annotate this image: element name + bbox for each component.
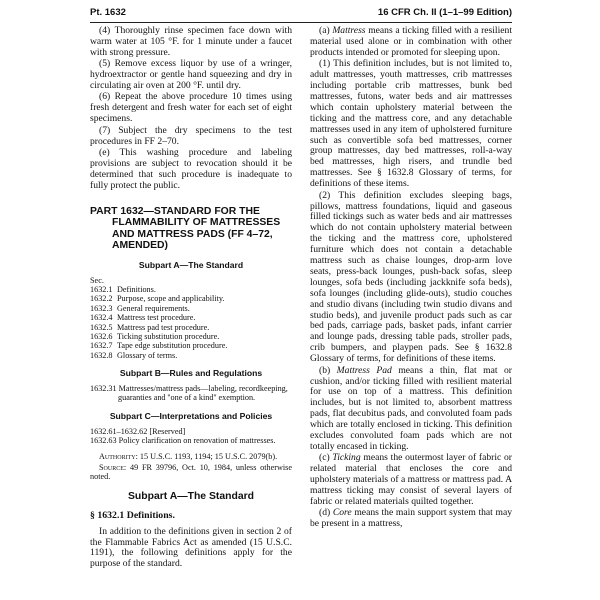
source-note — [90, 463, 292, 482]
part-number: Pt. 1632 — [90, 7, 126, 18]
definition-mattress-pad — [310, 366, 512, 453]
source-label: Source: — [99, 463, 127, 472]
toc-row — [90, 323, 292, 332]
definition-text: means a ticking filled with a resilient material used alone or in combination with other products intended or promoted for sleeping upon. — [310, 25, 512, 58]
toc-entry: 1632.63 Policy clarification on renovation of mattresses. — [90, 436, 276, 446]
subpart-a-heading-main: Subpart A—The Standard — [127, 490, 255, 502]
subpart-c-heading: Subpart C—Interpretations and Policies — [109, 410, 273, 421]
running-head — [90, 6, 512, 23]
toc-number: 1632.8 — [90, 350, 113, 360]
defined-term: Core — [332, 507, 352, 519]
toc-number: 1632.6 — [90, 331, 113, 341]
toc-entry: 1632.31 Mattresses/mattress pads—labeling, recordkeeping, guaranties and ''one of a kind'' exemption. — [90, 384, 288, 403]
toc-title: Purpose, scope and applicability. — [117, 294, 225, 304]
item-prefix: (b) — [319, 364, 331, 376]
toc-title: General requirements. — [117, 303, 190, 313]
paragraph-remove-liquor: (5) Remove excess liquor by use of a wringer, hydroextractor or gentle hand squeezing and dry in circulating air oven at 200 °F. until dry. — [90, 58, 292, 92]
item-prefix: (c) — [319, 452, 330, 464]
toc-title: Mattress pad test procedure. — [117, 322, 210, 332]
paragraph-includes: (1) This definition includes, but is not limited to, adult mattresses, youth mattresses, crib mattresses including portable crib mattresses, bunk bed mattresses, futons, water beds and air mattresses which contain upholstery material between the ticking and the mattress core, and any detachable mattresses used in any item of upholstered furniture such as convertible sofa bed mattresses, corner group mattresses, day bed mattresses, roll-a-way bed mattresses, high risers, and trundle bed mattresses. See § 1632.8 Glossary of terms, for definitions of these items. — [310, 58, 512, 190]
section-heading: § 1632.1 Definitions. — [90, 509, 175, 521]
definition-core — [310, 508, 512, 530]
right-column — [310, 26, 512, 531]
paragraph-subject: (7) Subject the dry specimens to the test procedures in FF 2–70. — [90, 124, 292, 147]
toc-row — [90, 332, 292, 341]
definition-text: means the main support system that may be present in a mattress, — [310, 507, 512, 530]
authority-note — [90, 452, 292, 461]
defined-term: Ticking — [332, 452, 361, 464]
definition-ticking — [310, 453, 512, 508]
toc-row — [90, 294, 292, 303]
definition-text: means the outermost layer of fabric or related material that encloses the core and upholstery materials of a mattress or mattress pad. A mattress ticking may consist of several layers of fabric or related materials quilted together. — [310, 452, 512, 507]
toc-entry: 1632.61–1632.62 [Reserved] — [90, 426, 186, 436]
toc-title: Definitions. — [117, 284, 156, 294]
subpart-b-toc — [90, 384, 292, 403]
item-prefix: (a) — [319, 25, 330, 36]
cfr-edition: 16 CFR Ch. II (1–1–99 Edition) — [377, 7, 512, 18]
toc-row — [90, 313, 292, 322]
toc-number: 1632.7 — [90, 341, 113, 351]
defined-term: Mattress — [332, 25, 366, 36]
toc-number: 1632.1 — [90, 284, 113, 294]
definition-text: means a thin, flat mat or cushion, and/or ticking filled with resilient material for use on top of a mattress. This definition includes, but is not limited to, absorbent mattress pads, flat decubitus pads, and convoluted foam pads which are totally enclosed in ticking. This definition excludes convoluted foam pads which are not totally encased in ticking. — [310, 364, 512, 452]
toc-title: Mattress test procedure. — [117, 313, 196, 323]
toc-title: Glossary of terms. — [117, 350, 178, 360]
subpart-b-heading: Subpart B—Rules and Regulations — [119, 368, 263, 379]
subpart-a-heading: Subpart A—The Standard — [138, 259, 244, 270]
defined-term: Mattress Pad — [336, 364, 392, 376]
subpart-c-toc — [90, 427, 292, 446]
sec-label: Sec. — [90, 275, 104, 285]
section-intro: In addition to the definitions given in section 2 of the Flammable Fabrics Act as amended (15 U.S.C. 1191), the following definitions apply for the purpose of the standard. — [90, 525, 292, 570]
authority-source — [90, 452, 292, 482]
part-title: PART 1632—STANDARD FOR THE FLAMMABILITY OF MATTRESSES AND MATTRESS PADS (FF 4–72, AMENDED) — [90, 205, 281, 252]
toc-number: 1632.5 — [90, 322, 113, 332]
toc-number: 1632.2 — [90, 294, 113, 304]
toc-row — [90, 351, 292, 360]
toc-number: 1632.4 — [90, 313, 113, 323]
toc-row — [90, 285, 292, 294]
left-column — [90, 26, 292, 571]
item-prefix: (d) — [319, 507, 331, 519]
toc-title: Ticking substitution procedure. — [117, 331, 220, 341]
paragraph-rinse: (4) Thoroughly rinse specimen face down with warm water at 105 °F. for 1 minute under a faucet with strong pressure. — [90, 25, 292, 58]
toc-number: 1632.3 — [90, 303, 113, 313]
authority-text: 15 U.S.C. 1193, 1194; 15 U.S.C. 2079(b). — [139, 451, 278, 461]
paragraph-excludes: (2) This definition excludes sleeping bags, pillows, mattress foundations, liquid and gaseous filled tickings such as water beds and air mattresses which do not contain upholstery material between the ticking and the mattress core, upholstered furniture which does not contain a detachable mattress such as chaise lounges, drop-arm love seats, press-back lounges, push-back sofas, sleep lounges, sofa beds (including jackknife sofa beds), sofa lounges (including glide-outs), studio couches and studio divans (including twin studio divans and studio beds), and juvenile product pads such as car bed pads, carriage pads, basket pads, infant carrier and lounge pads, dressing table pads, stroller pads, crib bumpers, and playpen pads. See § 1632.8 Glossary of terms, for definitions of these items. — [310, 189, 512, 365]
paragraph-repeat: (6) Repeat the above procedure 10 times using fresh detergent and fresh water for each set of eight specimens. — [90, 91, 292, 125]
authority-label: Authority: — [99, 451, 138, 461]
toc-row — [90, 304, 292, 313]
toc-row — [90, 341, 292, 350]
table-of-contents — [90, 276, 292, 361]
toc-title: Tape edge substitution procedure. — [117, 341, 228, 351]
source-text: 49 FR 39796, Oct. 10, 1984, unless otherwise noted. — [90, 463, 293, 482]
definition-mattress — [310, 26, 512, 59]
paragraph-revocation: (e) This washing procedure and labeling provisions are subject to revocation should it be determined that such procedure is inadequate to fully protect the public. — [90, 146, 292, 191]
